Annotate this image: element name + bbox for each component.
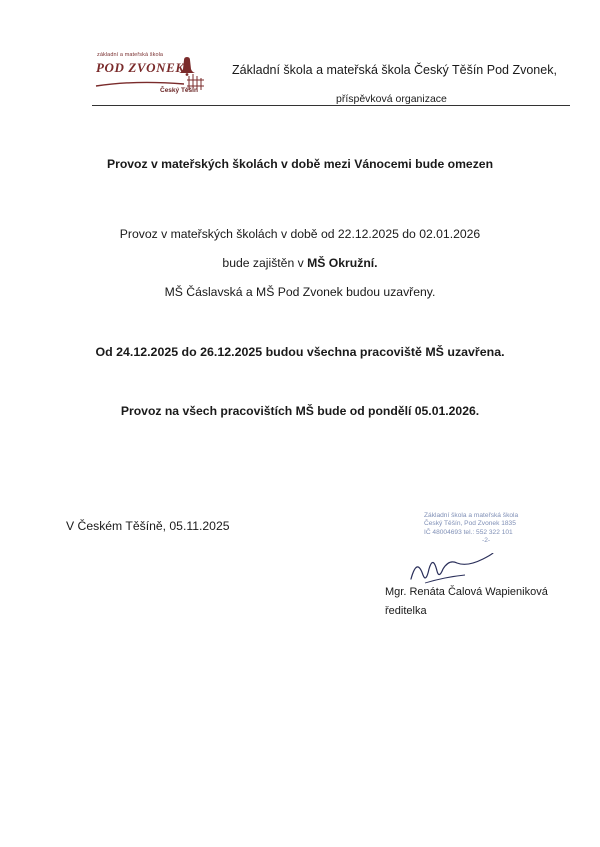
logo-city-text: Český Těšín — [160, 87, 198, 94]
notice-line-2 — [0, 256, 600, 270]
notice-line-5: Provoz na všech pracovištích MŠ bude od pondělí 05.01.2026. — [120, 404, 480, 418]
place-date: V Českém Těšíně, 05.11.2025 — [66, 519, 230, 533]
notice-title: Provoz v mateřských školách v době mezi Vánocemi bude omezen — [106, 157, 494, 171]
logo-small-text: základní a mateřská škola — [97, 52, 164, 58]
stamp-line-1: Základní škola a mateřská škola — [424, 512, 519, 519]
stamp-line-3: IČ 48004693 tel.: 552 322 101 — [424, 528, 513, 536]
header-divider — [92, 105, 570, 106]
stamp-line-4: -2- — [482, 537, 491, 545]
notice-line-2-prefix: bude zajištěn v — [222, 256, 308, 270]
notice-line-1: Provoz v mateřských školách v době od 22.12.2025 do 02.01.2026 — [119, 227, 481, 241]
official-stamp — [424, 512, 518, 546]
organization-type: příspěvková organizace — [336, 93, 447, 105]
stamp-line-2: Český Těšín, Pod Zvonek 1835 — [424, 520, 516, 528]
handwritten-signature — [407, 553, 497, 587]
notice-line-3: MŠ Čáslavská a MŠ Pod Zvonek budou uzavřeny. — [164, 285, 436, 299]
signer-role: ředitelka — [385, 605, 427, 617]
school-name: Základní škola a mateřská škola Český Těšín Pod Zvonek, — [232, 63, 557, 77]
notice-line-2-bold: MŠ Okružní. — [307, 256, 378, 270]
logo-main-text: POD ZVONEK — [96, 60, 185, 75]
signer-name: Mgr. Renáta Čalová Wapieniková — [385, 586, 548, 598]
notice-line-4: Od 24.12.2025 do 26.12.2025 budou všechna pracoviště MŠ uzavřena. — [95, 345, 505, 359]
